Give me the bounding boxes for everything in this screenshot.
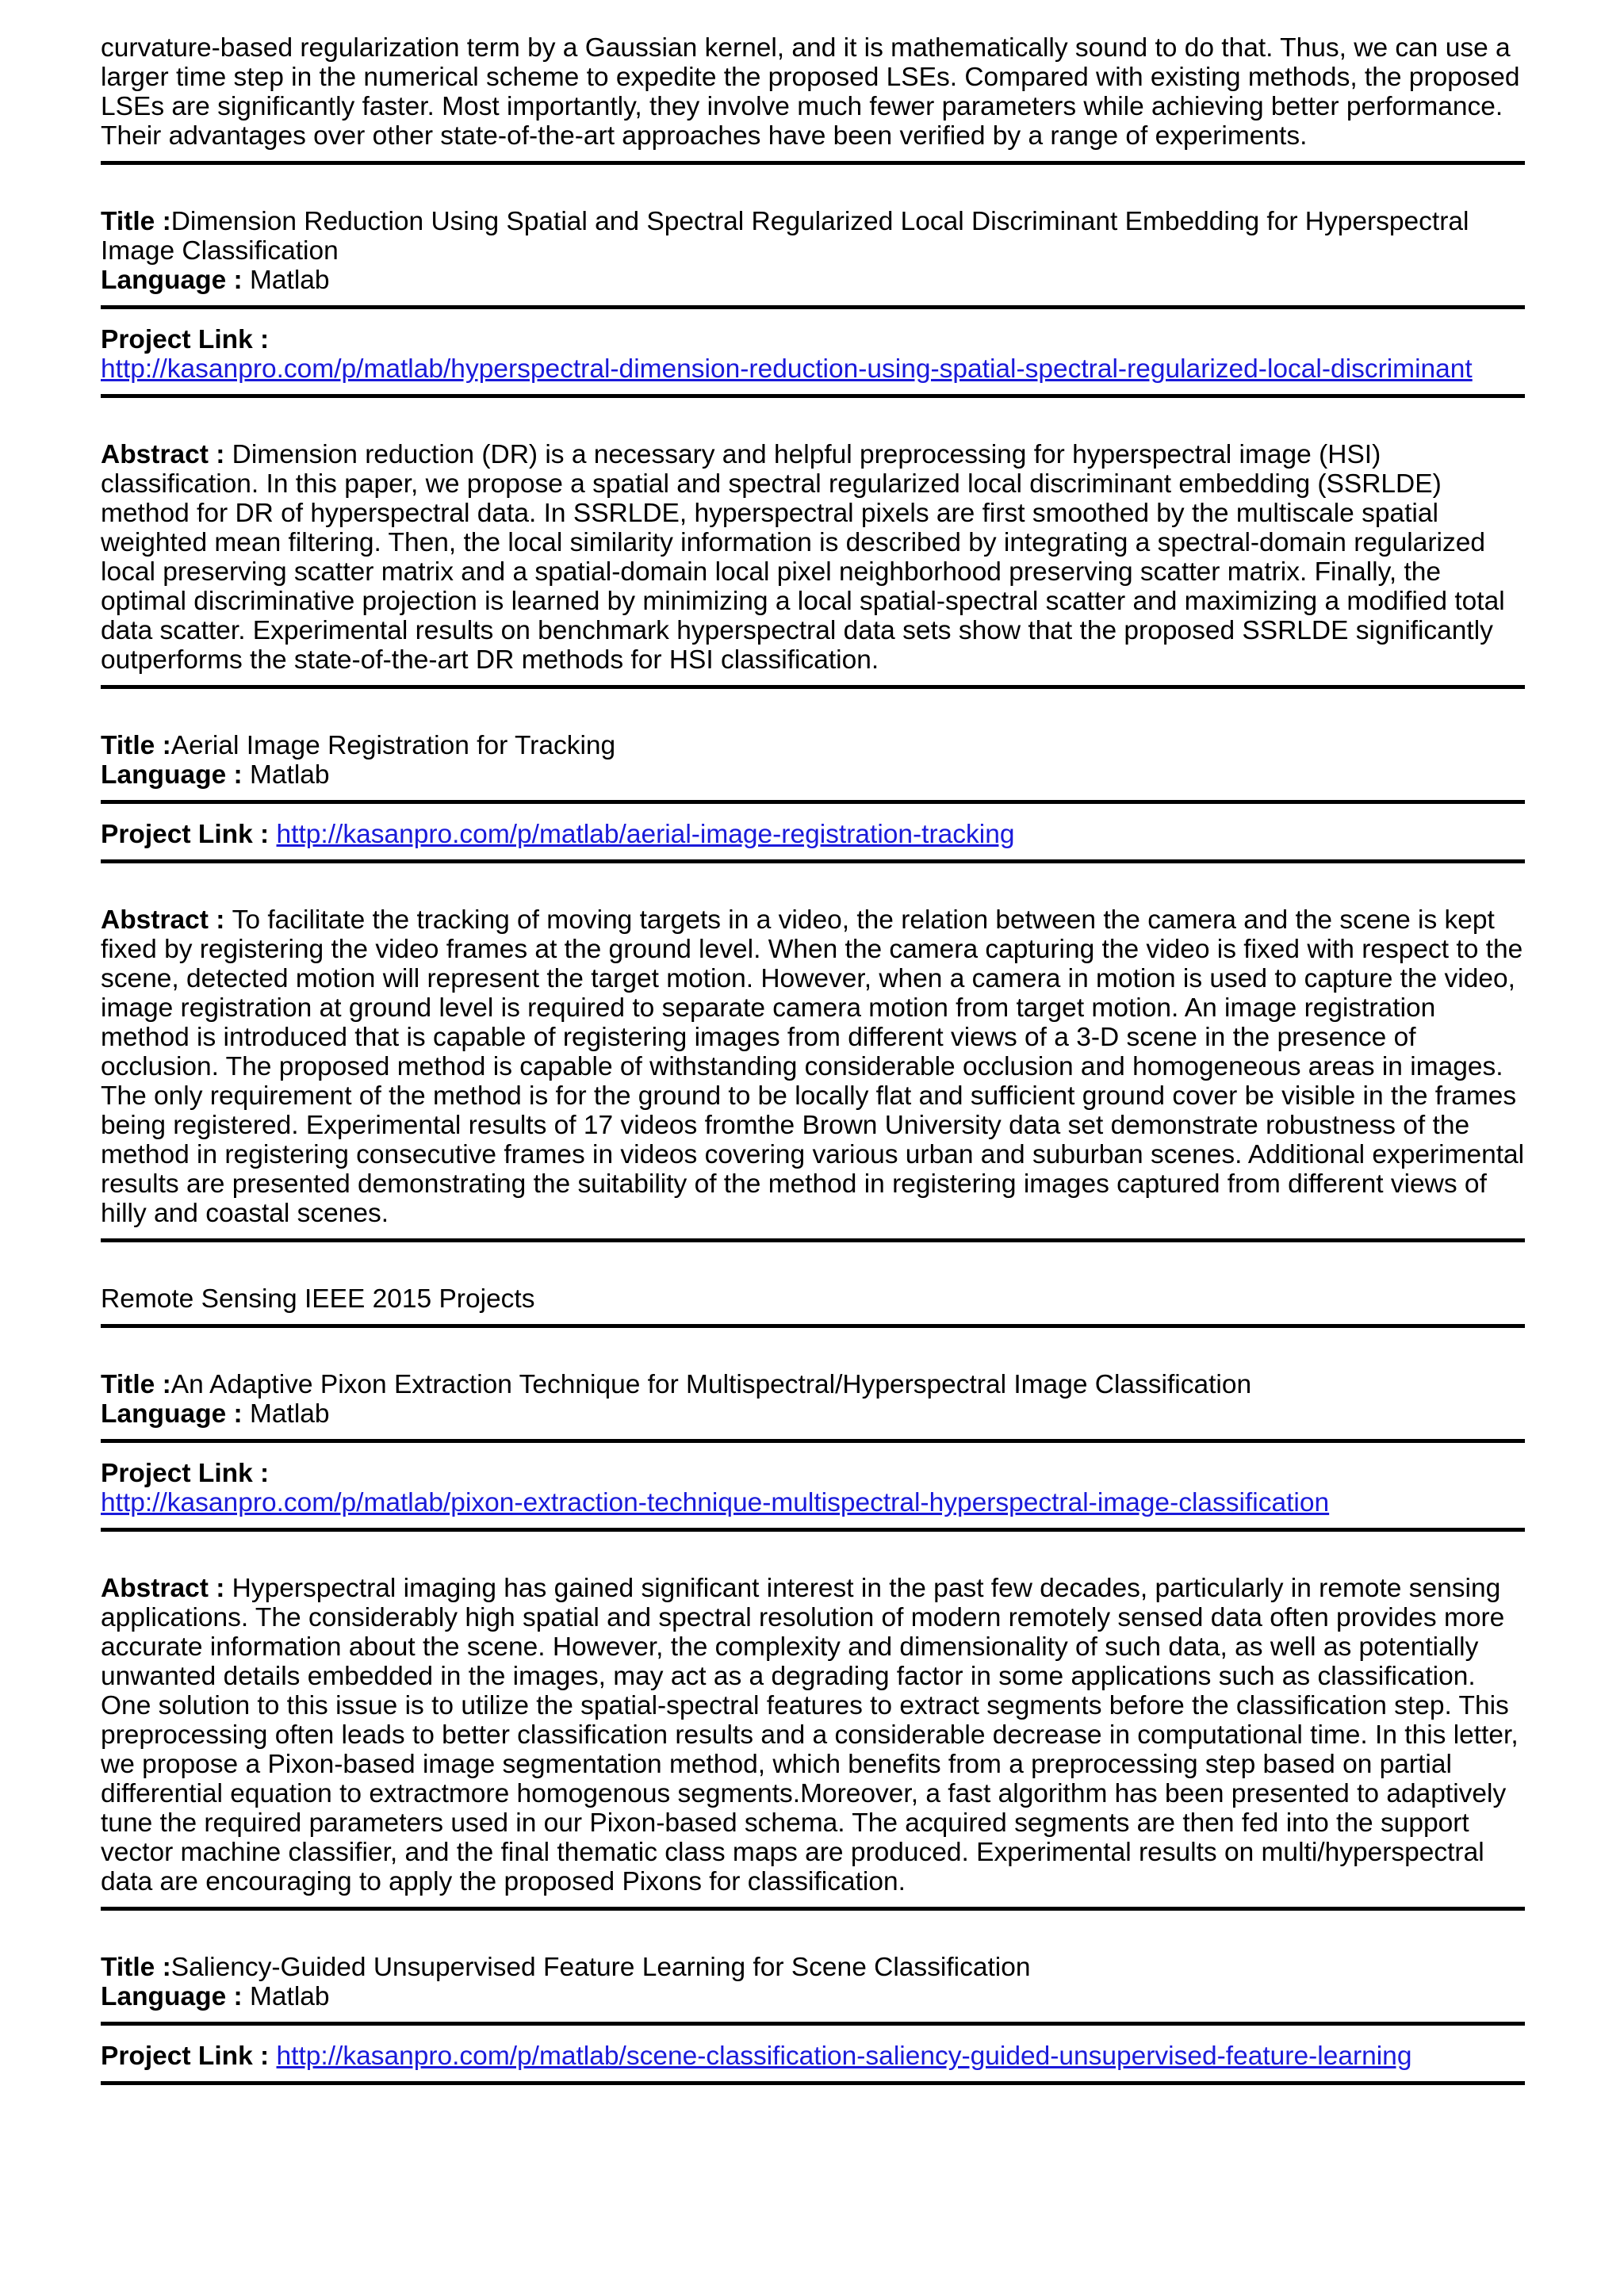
project-title: Dimension Reduction Using Spatial and Spectral Regularized Local Discriminant Embedding for Hyperspectral Image Classification (101, 207, 1469, 266)
divider-rule (101, 1528, 1525, 1532)
language-line (101, 1399, 1525, 1429)
abstract-text: To facilitate the tracking of moving targets in a video, the relation between the camera and the scene is kept fixed by registering the video frames at the ground level. When the camera capturing the video is fixed with respect to the scene, detected motion will represent the target motion. However, when a camera in motion is used to capture the video, image registration at ground level is required to separate camera motion from target motion. An image registration method is introduced that is capable of registering images from different views of a 3-D scene in the presence of occlusion. The proposed method is capable of withstanding considerable occlusion and homogeneous areas in images. The only requirement of the method is for the ground to be locally flat and sufficient ground cover be visible in the frames being registered. Experimental results of 17 videos fromthe Brown University data set demonstrate robustness of the method in registering consecutive frames in videos covering various urban and suburban scenes. Additional experimental results are presented demonstrating the suitability of the method in registering images captured from different views of hilly and coastal scenes. (101, 905, 1525, 1228)
divider-rule (101, 2022, 1525, 2026)
section-heading: Remote Sensing IEEE 2015 Projects (101, 1284, 535, 1314)
project-link[interactable]: http://kasanpro.com/p/matlab/hyperspectral-dimension-reduction-using-spatial-spectral-regularized-local-discriminant (101, 354, 1473, 384)
abstract-paragraph (101, 1574, 1525, 1896)
language-label: Language : (101, 266, 250, 295)
language-label: Language : (101, 1982, 250, 2011)
project-link-label: Project Link : (101, 1459, 270, 1488)
document-page (101, 33, 1525, 2085)
project-title: Aerial Image Registration for Tracking (170, 731, 616, 760)
language-line (101, 266, 1525, 295)
project-link-block (101, 820, 1525, 849)
language-label: Language : (101, 1399, 250, 1429)
divider-rule (101, 2081, 1525, 2085)
abstract-text: Hyperspectral imaging has gained significant interest in the past few decades, particularly in remote sensing applications. The considerably high spatial and spectral resolution of modern remotely sensed data often provides more accurate information about the scene. However, the complexity and dimensionality of such data, as well as potentially unwanted details embedded in the images, may act as a degrading factor in some applications such as classification. One solution to this issue is to utilize the spatial-spectral features to extract segments before the classification step. This preprocessing often leads to better classification results and a considerable decrease in computational time. In this letter, we propose a Pixon-based image segmentation method, which benefits from a preprocessing step based on partial differential equation to extractmore homogenous segments.Moreover, a fast algorithm has been presented to adaptively tune the required parameters used in our Pixon-based schema. The acquired segments are then fed into the support vector machine classifier, and the final thematic class maps are produced. Experimental results on multi/hyperspectral data are encouraging to apply the proposed Pixons for classification. (101, 1574, 1519, 1896)
project-link-block (101, 1459, 1525, 1517)
project-entry-header (101, 207, 1525, 295)
project-entry-header (101, 1953, 1525, 2011)
project-title: An Adaptive Pixon Extraction Technique for Multispectral/Hyperspectral Image Classification (170, 1370, 1252, 1399)
divider-rule (101, 1238, 1525, 1242)
abstract-label: Abstract : (101, 1574, 232, 1603)
project-entry-header (101, 1370, 1525, 1429)
title-line (101, 731, 1525, 760)
title-label: Title : (101, 1953, 171, 1982)
project-language: Matlab (249, 266, 330, 295)
project-link-label: Project Link : (101, 325, 270, 354)
divider-rule (101, 859, 1525, 863)
abstract-paragraph (101, 440, 1525, 675)
abstract-label: Abstract : (101, 905, 232, 935)
project-link[interactable]: http://kasanpro.com/p/matlab/aerial-image-registration-tracking (276, 820, 1015, 849)
divider-rule (101, 305, 1525, 309)
project-language: Matlab (249, 1399, 330, 1429)
divider-rule (101, 800, 1525, 804)
project-link-line (101, 820, 1525, 849)
title-line (101, 207, 1525, 266)
project-language: Matlab (249, 1982, 330, 2011)
title-line (101, 1370, 1525, 1399)
project-link[interactable]: http://kasanpro.com/p/matlab/scene-classification-saliency-guided-unsupervised-feature-learning (276, 2042, 1412, 2071)
project-link-line (101, 2042, 1525, 2071)
abstract-paragraph (101, 905, 1525, 1228)
project-link-label: Project Link : (101, 820, 277, 849)
language-line (101, 760, 1525, 790)
project-link-block (101, 325, 1525, 384)
divider-rule (101, 1907, 1525, 1911)
project-language: Matlab (249, 760, 330, 790)
project-entry-header (101, 731, 1525, 790)
project-link-block (101, 2042, 1525, 2071)
title-label: Title : (101, 731, 171, 760)
project-link-line (101, 325, 1525, 384)
project-link-line (101, 1459, 1525, 1517)
project-link-label: Project Link : (101, 2042, 277, 2071)
divider-rule (101, 1439, 1525, 1443)
title-label: Title : (101, 1370, 171, 1399)
language-line (101, 1982, 1525, 2011)
abstract-text: Dimension reduction (DR) is a necessary and helpful preprocessing for hyperspectral image (HSI) classification. In this paper, we propose a spatial and spectral regularized local discriminant embedding (SSRLDE) method for DR of hyperspectral data. In SSRLDE, hyperspectral pixels are first smoothed by the multiscale spatial weighted mean filtering. Then, the local similarity information is described by integrating a spectral-domain regularized local preserving scatter matrix and a spatial-domain local pixel neighborhood preserving scatter matrix. Finally, the optimal discriminative projection is learned by minimizing a local spatial-spectral scatter and maximizing a modified total data scatter. Experimental results on benchmark hyperspectral data sets show that the proposed SSRLDE significantly outperforms the state-of-the-art DR methods for HSI classification. (101, 440, 1505, 675)
divider-rule (101, 685, 1525, 689)
divider-rule (101, 394, 1525, 398)
project-title: Saliency-Guided Unsupervised Feature Learning for Scene Classification (170, 1953, 1031, 1982)
title-line (101, 1953, 1525, 1982)
abstract-label: Abstract : (101, 440, 232, 469)
divider-rule (101, 161, 1525, 165)
project-link[interactable]: http://kasanpro.com/p/matlab/pixon-extraction-technique-multispectral-hyperspectral-image-classification (101, 1488, 1330, 1517)
previous-abstract-tail: curvature-based regularization term by a Gaussian kernel, and it is mathematically sound to do that. Thus, we can use a larger time step in the numerical scheme to expedite the proposed LSEs. Compared with existing methods, the proposed LSEs are significantly faster. Most importantly, they involve much fewer parameters while achieving better performance. Their advantages over other state-of-the-art approaches have been verified by a range of experiments. (101, 33, 1520, 151)
language-label: Language : (101, 760, 250, 790)
title-label: Title : (101, 207, 171, 236)
divider-rule (101, 1324, 1525, 1328)
